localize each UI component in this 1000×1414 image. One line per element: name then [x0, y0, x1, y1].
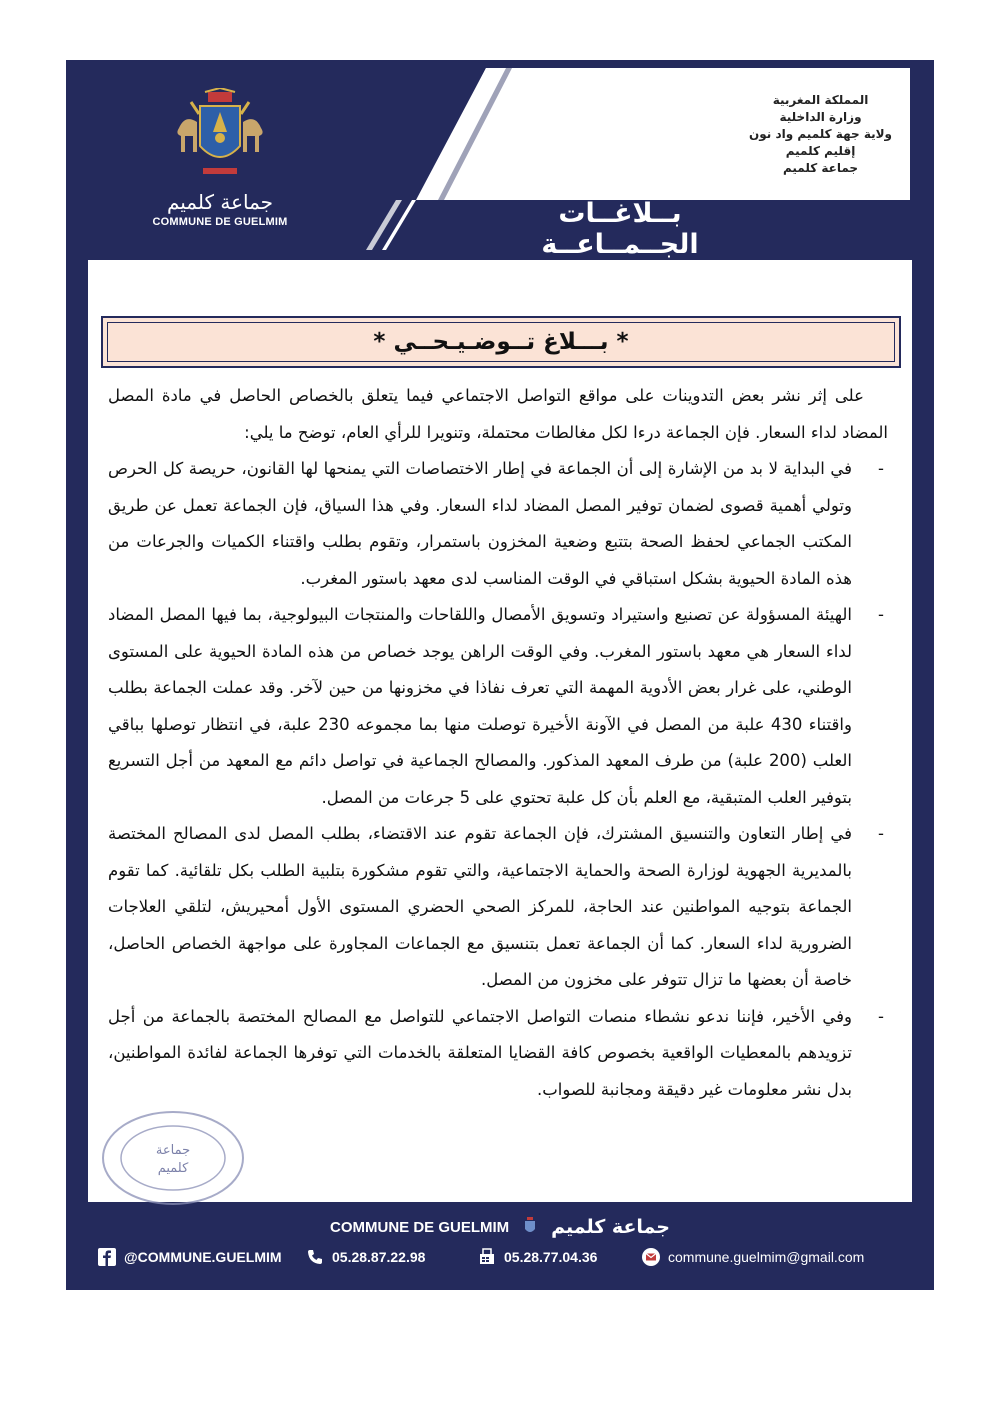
email-address: commune.guelmim@gmail.com: [668, 1249, 865, 1265]
bullet-text: في البداية لا بد من الإشارة إلى أن الجماعة في إطار الاختصاصات التي يمنحها لها القانون، حريصة كل الحرص وتولي أهمية قصوى لضمان توفير المصل المضاد لداء السعار. وفي هذا السياق، فإن الجماعة تعمل عن طريق المكتب الجماعي لحفظ الصحة بتتبع وضعية المخزون باستمرار، وتقوم بطلب واقتناء الكميات والجرعات من هذه المادة الحيوية بشكل استباقي في الوقت المناسب لدى معهد باستور المغرب.: [108, 459, 852, 588]
bullet-marker: -: [878, 1006, 884, 1026]
authority-block: [749, 92, 892, 177]
bullet-item: [108, 597, 888, 816]
footer-brand-ar: جماعة كلميم: [551, 1216, 670, 1238]
logo-text-ar: جماعة كلميم: [166, 190, 274, 214]
mini-emblem-icon: [519, 1216, 541, 1238]
footer-brand-fr: COMMUNE DE GUELMIM: [330, 1218, 510, 1236]
stamp-line-1: جماعة: [155, 1143, 191, 1158]
email-contact[interactable]: [642, 1248, 864, 1266]
bullet-marker: -: [878, 459, 884, 478]
logo-text-fr: COMMUNE DE GUELMIM: [152, 216, 288, 228]
intro-paragraph: على إثر نشر بعض التدوينات على مواقع التواصل الاجتماعي فيما يتعلق بالخصاص الحاصل في مادة المصل المضاد لداء السعار. فإن الجماعة درءا لكل مغالطات محتملة، وتنويرا للرأي العام، توضح ما يلي:: [108, 386, 888, 442]
bullet-text: في إطار التعاون والتنسيق المشترك، فإن الجماعة تقوم عند الاقتضاء، بطلب المصل لدى المصالح المختصة بالمديرية الجهوية لوزارة الصحة والحماية الاجتماعية، والتي تقوم مشكورة بتلبية الطلب بكل تلقائية. كما تقوم الجماعة بتوجيه المواطنين عند الحاجة، للمركز الصحي الحضري المستوى الأول أمحيريش، لتلقي العلاجات الضرورية لداء السعار. كما أن الجماعة تعمل بتنسيق مع الجماعات المجاورة على مواجهة الخصاص الحاصل، خاصة أن بعضها ما تزال تتوفر على مخزون من المصل.: [108, 824, 852, 989]
fax-contact[interactable]: [478, 1248, 597, 1266]
authority-line-province: إقليم كلميم: [785, 144, 856, 158]
bullet-item: [108, 451, 888, 597]
commune-logo: [150, 88, 290, 228]
fax-number: 05.28.77.04.36: [504, 1249, 598, 1265]
authority-line-commune: جماعة كلميم: [782, 161, 859, 175]
bullet-text: الهيئة المسؤولة عن تصنيع واستيراد وتسويق الأمصال واللقاحات والمنتجات البيولوجية، بما فيها المصل المضاد لداء السعار هي معهد باستور المغرب. وفي الوقت الراهن يوجد خصاص من هذه المادة الحيوية على المستوى الوطني، على غرار بعض الأدوية المهمة التي تعرف نفاذا في مخزونها من حين لآخر. وقد عملت الجماعة بطلب واقتناء 430 علبة من المصل في الآونة الأخيرة توصلت منها بما مجموعه 230 علبة، في انتظار توصلها بباقي العلب (200 علبة) من طرف المعهد المذكور. والمصالح الجماعية في تواصل دائم مع المعهد من أجل التسريع بتوفير العلب المتبقية، مع العلم بأن كل علبة تحتوي على 5 جرعات من المصل.: [108, 605, 853, 807]
contact-row: [96, 1244, 896, 1274]
bullet-text: وفي الأخير، فإننا ندعو نشطاء منصات التواصل الاجتماعي للتواصل مع المصالح المختصة بالجماعة من أجل تزويدهم بالمعطيات الواقعية بخصوص كافة القضايا المتعلقة بالخدمات التي توفرها الجماعة لفائدة المواطنين، بدل نشر معلومات غير دقيقة ومجانبة للصواب.: [108, 1006, 852, 1099]
facebook-contact[interactable]: [98, 1248, 282, 1266]
phone-icon: [306, 1248, 324, 1266]
bullet-item: [108, 999, 888, 1109]
authority-line-region: ولاية جهة كلميم واد نون: [749, 127, 892, 141]
bullet-item: [108, 816, 888, 999]
stamp-line-2: كلميم: [157, 1161, 189, 1176]
phone-number: 05.28.87.22.98: [332, 1249, 426, 1265]
footer-brand: [330, 1214, 670, 1240]
document-title-box: [101, 316, 901, 368]
authority-line-ministry: وزارة الداخلية: [779, 110, 862, 124]
document-title: * بـــلاغ تــوضـيـحــي *: [373, 329, 629, 355]
authority-line-kingdom: المملكة المغربية: [772, 93, 869, 107]
bullet-marker: -: [878, 605, 884, 624]
facebook-icon: [98, 1248, 116, 1266]
document-body: [108, 378, 888, 1108]
fax-icon: [478, 1248, 496, 1266]
email-icon: [642, 1248, 660, 1266]
coat-of-arms-icon: [165, 88, 275, 184]
facebook-handle: @COMMUNE.GUELMIM: [124, 1249, 282, 1265]
bullet-marker: -: [878, 824, 884, 843]
official-stamp: [98, 1108, 248, 1208]
phone-contact[interactable]: [306, 1248, 425, 1266]
band-title: بــلاغــات الجــمــاعــة: [541, 198, 699, 260]
